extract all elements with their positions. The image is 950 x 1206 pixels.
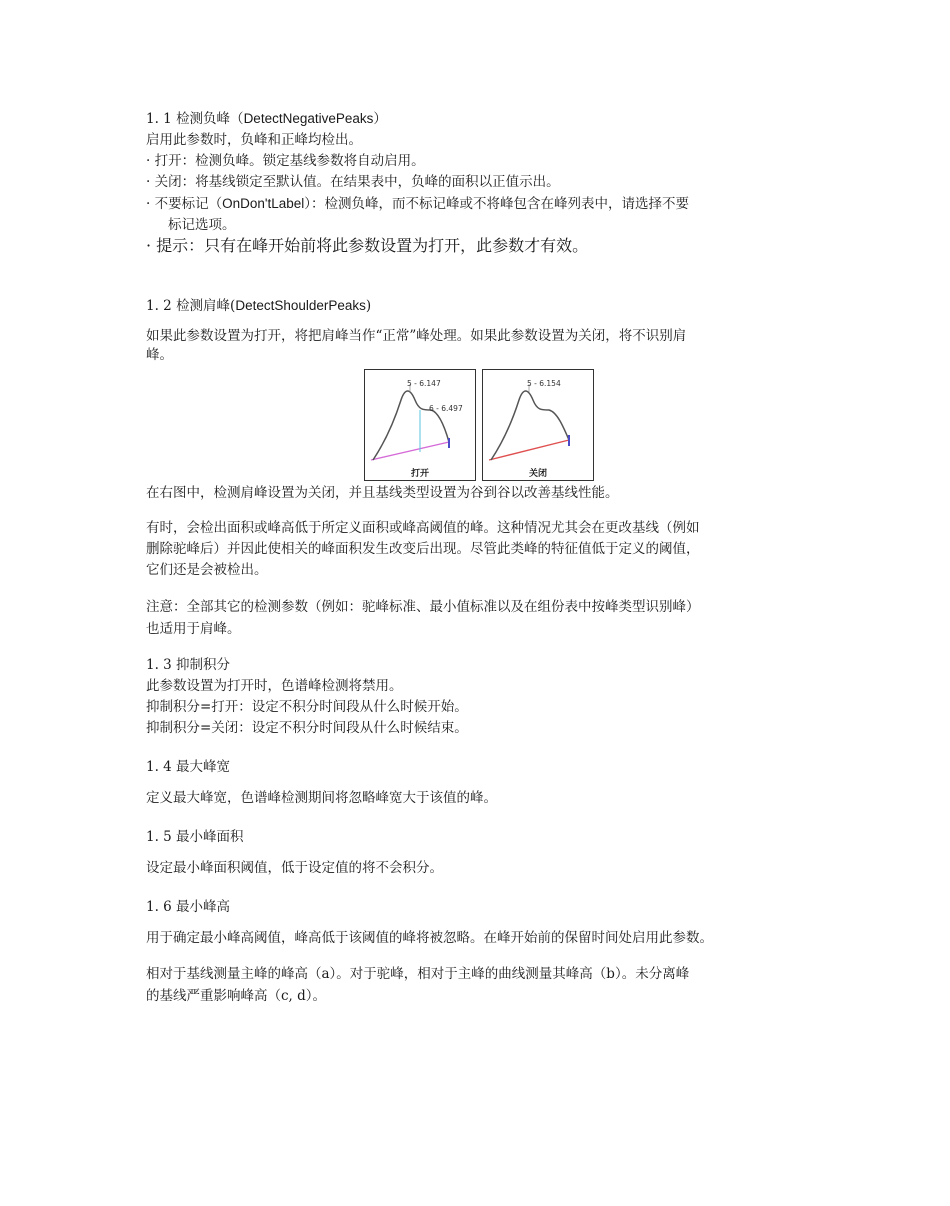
heading-number: 1. 1 — [146, 111, 172, 127]
paragraph: 此参数设置为打开时，色谱峰检测将禁用。 — [146, 678, 403, 694]
bullet-term: OnDon'tLabel — [222, 196, 305, 211]
heading-text: 检测肩峰( — [176, 298, 236, 314]
peak-annotation: 6 - 6.497 — [429, 404, 463, 413]
paragraph: 定义最大峰宽，色谱峰检测期间将忽略峰宽大于该值的峰。 — [146, 790, 497, 806]
paragraph: 如果此参数设置为打开，将把肩峰当作“正常”峰处理。如果此参数设置为关闭，将不识别肩 — [146, 328, 687, 344]
heading-bracket: ) — [365, 298, 372, 314]
bullet-item: · 关闭：将基线锁定至默认值。在结果表中，负峰的面积以正值示出。 — [146, 174, 560, 190]
heading-min-peak-area: 1. 5 最小峰面积 — [146, 829, 244, 845]
paragraph: 用于确定最小峰高阈值，峰高低于该阈值的峰将被忽略。在峰开始前的保留时间处启用此参数。 — [146, 930, 713, 946]
peak-annotation: 5 - 6.154 — [527, 379, 561, 388]
bullet-continuation: 标记选项。 — [168, 217, 236, 233]
heading-term: DetectNegativePeaks — [243, 111, 374, 126]
bullet-text: ）：检测负峰，而不标记峰或不将峰包含在峰列表中，请选择不要 — [304, 196, 689, 212]
heading-term: DetectShoulderPeaks — [235, 298, 366, 313]
heading-text: 检测负峰（ — [176, 111, 244, 127]
paragraph: 删除驼峰后）并因此使相关的峰面积发生改变后出现。尽管此类峰的特征值低于定义的阈值， — [146, 541, 700, 557]
paragraph: 峰。 — [146, 347, 173, 363]
heading-inhibit-integration: 1. 3 抑制积分 — [146, 657, 231, 673]
peak-annotation: 5 - 6.147 — [407, 379, 441, 388]
figure-label: 关闭 — [528, 469, 547, 479]
paragraph: 设定最小峰面积阈值，低于设定值的将不会积分。 — [146, 860, 443, 876]
bullet-text: · 不要标记（ — [146, 196, 223, 212]
note-paragraph: 注意：全部其它的检测参数（例如：驼峰标准、最小值标准以及在组份表中按峰类型识别峰） — [146, 599, 700, 615]
paragraph: 在右图中，检测肩峰设置为关闭，并且基线类型设置为谷到谷以改善基线性能。 — [146, 485, 619, 501]
heading-detect-negative-peaks — [146, 110, 387, 128]
paragraph: 它们还是会被检出。 — [146, 562, 268, 578]
heading-number: 1. 2 — [146, 298, 172, 314]
figure-shoulder-on — [364, 369, 476, 481]
bullet-item — [146, 195, 689, 213]
paragraph: 的基线严重影响峰高（c, d）。 — [146, 988, 327, 1004]
tip-text: · 提示：只有在峰开始前将此参数设置为打开，此参数才有效。 — [146, 236, 589, 255]
paragraph: 有时，会检出面积或峰高低于所定义面积或峰高阈值的峰。这种情况尤其会在更改基线（例如 — [146, 520, 700, 536]
heading-max-peak-width: 1. 4 最大峰宽 — [146, 759, 231, 775]
paragraph: 抑制积分=关闭：设定不积分时间段从什么时候结束。 — [146, 720, 468, 736]
paragraph: 抑制积分=打开：设定不积分时间段从什么时候开始。 — [146, 699, 468, 715]
heading-detect-shoulder-peaks — [146, 297, 371, 315]
bullet-item: · 打开：检测负峰。锁定基线参数将自动启用。 — [146, 153, 425, 169]
figure-label: 打开 — [410, 469, 429, 479]
paragraph: 启用此参数时，负峰和正峰均检出。 — [146, 132, 362, 148]
paragraph: 相对于基线测量主峰的峰高（a）。对于驼峰，相对于主峰的曲线测量其峰高（b）。未分离峰 — [146, 966, 690, 982]
note-paragraph: 也适用于肩峰。 — [146, 621, 241, 637]
figure-shoulder-off — [482, 369, 594, 481]
heading-min-peak-height: 1. 6 最小峰高 — [146, 899, 231, 915]
heading-bracket: ） — [373, 111, 387, 127]
